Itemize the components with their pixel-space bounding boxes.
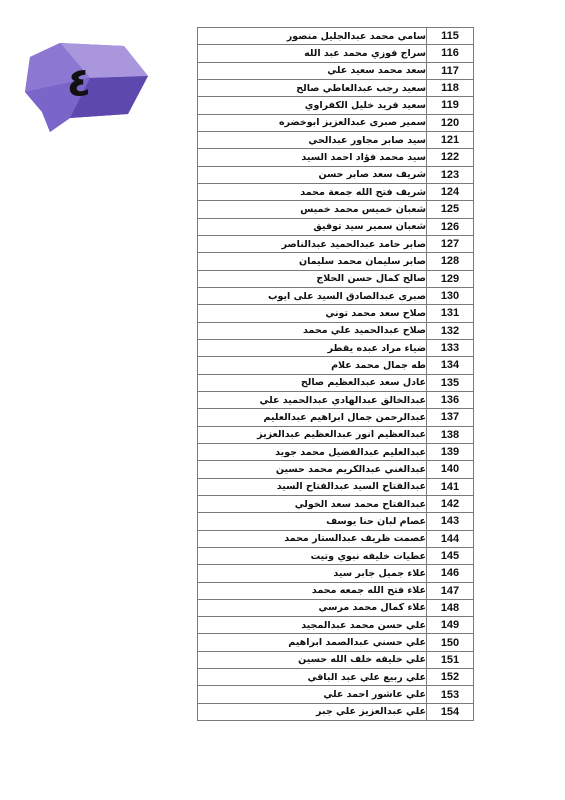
number-cell: 149 bbox=[427, 617, 474, 634]
table-row bbox=[198, 669, 474, 686]
number-cell: 122 bbox=[427, 149, 474, 166]
number-cell: 150 bbox=[427, 634, 474, 651]
number-cell: 130 bbox=[427, 287, 474, 304]
table-row bbox=[198, 374, 474, 391]
table-row bbox=[198, 287, 474, 304]
name-cell: سيد صابر مجاور عبدالحي bbox=[198, 131, 427, 148]
name-cell: سمير صبرى عبدالعزيز ابوخضره bbox=[198, 114, 427, 131]
number-cell: 154 bbox=[427, 703, 474, 720]
number-cell: 118 bbox=[427, 79, 474, 96]
number-cell: 140 bbox=[427, 461, 474, 478]
table-row bbox=[198, 322, 474, 339]
name-cell: عبدالخالق عبدالهادي عبدالحميد علي bbox=[198, 391, 427, 408]
name-cell: ضياء مراد عبده يقطر bbox=[198, 339, 427, 356]
table-row bbox=[198, 617, 474, 634]
name-cell: طه جمال محمد علام bbox=[198, 357, 427, 374]
number-cell: 134 bbox=[427, 357, 474, 374]
name-cell: سيد محمد فؤاد احمد السيد bbox=[198, 149, 427, 166]
table-row bbox=[198, 201, 474, 218]
table-row bbox=[198, 599, 474, 616]
table-row bbox=[198, 166, 474, 183]
number-cell: 115 bbox=[427, 28, 474, 45]
table-row bbox=[198, 149, 474, 166]
table-row bbox=[198, 97, 474, 114]
table-row bbox=[198, 443, 474, 460]
table-row bbox=[198, 357, 474, 374]
number-cell: 119 bbox=[427, 97, 474, 114]
table-row bbox=[198, 391, 474, 408]
table-row bbox=[198, 530, 474, 547]
table-row bbox=[198, 235, 474, 252]
name-cell: علاء فتح الله جمعه محمد bbox=[198, 582, 427, 599]
name-cell: صلاح عبدالحميد علي محمد bbox=[198, 322, 427, 339]
name-cell: صابر سليمان محمد سليمان bbox=[198, 253, 427, 270]
names-table bbox=[197, 27, 474, 721]
name-cell: عبدالفتاح محمد سعد الخولي bbox=[198, 495, 427, 512]
name-cell: عادل سعد عبدالعظيم صالح bbox=[198, 374, 427, 391]
number-cell: 132 bbox=[427, 322, 474, 339]
name-cell: عطيات خليفه نبوي وتيت bbox=[198, 547, 427, 564]
table-row bbox=[198, 131, 474, 148]
number-cell: 137 bbox=[427, 409, 474, 426]
name-cell: عبدالغني عبدالكريم محمد حسين bbox=[198, 461, 427, 478]
name-cell: عبدالرحمن جمال ابراهيم عبدالعليم bbox=[198, 409, 427, 426]
name-cell: سعيد رجب عبدالعاطي صالح bbox=[198, 79, 427, 96]
name-cell: عبدالعظيم انور عبدالعظيم عبدالعزيز bbox=[198, 426, 427, 443]
name-cell: علي ربيع علي عبد الباقي bbox=[198, 669, 427, 686]
table-row bbox=[198, 478, 474, 495]
number-cell: 143 bbox=[427, 513, 474, 530]
name-cell: شريف فتح الله جمعة محمد bbox=[198, 183, 427, 200]
table-row bbox=[198, 270, 474, 287]
table-row bbox=[198, 28, 474, 45]
names-table-body bbox=[198, 28, 474, 721]
table-row bbox=[198, 62, 474, 79]
number-cell: 145 bbox=[427, 547, 474, 564]
table-row bbox=[198, 495, 474, 512]
table-row bbox=[198, 634, 474, 651]
table-row bbox=[198, 183, 474, 200]
number-cell: 148 bbox=[427, 599, 474, 616]
name-cell: علي عاشور احمد علي bbox=[198, 686, 427, 703]
name-cell: صلاح سعد محمد توني bbox=[198, 305, 427, 322]
table-row bbox=[198, 79, 474, 96]
number-cell: 124 bbox=[427, 183, 474, 200]
number-cell: 123 bbox=[427, 166, 474, 183]
name-cell: علي خليفه خلف الله حسين bbox=[198, 651, 427, 668]
name-cell: سامي محمد عبدالجليل منصور bbox=[198, 28, 427, 45]
number-cell: 138 bbox=[427, 426, 474, 443]
number-cell: 153 bbox=[427, 686, 474, 703]
name-cell: علي حسني عبدالصمد ابراهيم bbox=[198, 634, 427, 651]
table-row bbox=[198, 253, 474, 270]
name-cell: صبرى عبدالصادق السيد على ايوب bbox=[198, 287, 427, 304]
number-cell: 141 bbox=[427, 478, 474, 495]
table-row bbox=[198, 513, 474, 530]
number-cell: 121 bbox=[427, 131, 474, 148]
number-cell: 147 bbox=[427, 582, 474, 599]
table-row bbox=[198, 651, 474, 668]
number-cell: 129 bbox=[427, 270, 474, 287]
number-cell: 128 bbox=[427, 253, 474, 270]
table-row bbox=[198, 426, 474, 443]
number-cell: 117 bbox=[427, 62, 474, 79]
name-cell: صابر حامد عبدالحميد عبدالناصر bbox=[198, 235, 427, 252]
table-row bbox=[198, 686, 474, 703]
number-cell: 142 bbox=[427, 495, 474, 512]
name-cell: عصام لبان حنا يوسف bbox=[198, 513, 427, 530]
number-cell: 135 bbox=[427, 374, 474, 391]
name-cell: عبدالعليم عبدالفضيل محمد جويد bbox=[198, 443, 427, 460]
name-cell: شعبان سمير سيد توفيق bbox=[198, 218, 427, 235]
table-row bbox=[198, 114, 474, 131]
badge-number: ٤ bbox=[66, 60, 92, 106]
number-cell: 133 bbox=[427, 339, 474, 356]
table-row bbox=[198, 461, 474, 478]
name-cell: سراج فوزي محمد عبد الله bbox=[198, 45, 427, 62]
name-cell: عصمت ظريف عبدالستار محمد bbox=[198, 530, 427, 547]
table-row bbox=[198, 218, 474, 235]
number-cell: 116 bbox=[427, 45, 474, 62]
number-cell: 125 bbox=[427, 201, 474, 218]
name-cell: علاء جميل جابر سيد bbox=[198, 565, 427, 582]
table-row bbox=[198, 339, 474, 356]
number-cell: 131 bbox=[427, 305, 474, 322]
name-cell: سعد محمد سعيد علي bbox=[198, 62, 427, 79]
table-row bbox=[198, 409, 474, 426]
page-number-badge bbox=[20, 42, 152, 137]
number-cell: 126 bbox=[427, 218, 474, 235]
name-cell: عبدالفتاح السيد عبدالفتاح السيد bbox=[198, 478, 427, 495]
number-cell: 136 bbox=[427, 391, 474, 408]
name-cell: علي حسن محمد عبدالمجيد bbox=[198, 617, 427, 634]
name-cell: شريف سعد صابر حسن bbox=[198, 166, 427, 183]
name-cell: علي عبدالعزيز علي جبر bbox=[198, 703, 427, 720]
number-cell: 127 bbox=[427, 235, 474, 252]
name-cell: صالح كمال حسن الحلاج bbox=[198, 270, 427, 287]
table-row bbox=[198, 703, 474, 720]
table-row bbox=[198, 45, 474, 62]
name-cell: علاء كمال محمد مرسي bbox=[198, 599, 427, 616]
table-row bbox=[198, 547, 474, 564]
number-cell: 120 bbox=[427, 114, 474, 131]
number-cell: 146 bbox=[427, 565, 474, 582]
number-cell: 144 bbox=[427, 530, 474, 547]
table-row bbox=[198, 305, 474, 322]
number-cell: 151 bbox=[427, 651, 474, 668]
name-cell: شعبان خميس محمد خميس bbox=[198, 201, 427, 218]
name-cell: سعيد فريد خليل الكفراوي bbox=[198, 97, 427, 114]
number-cell: 152 bbox=[427, 669, 474, 686]
number-cell: 139 bbox=[427, 443, 474, 460]
table-row bbox=[198, 565, 474, 582]
table-row bbox=[198, 582, 474, 599]
